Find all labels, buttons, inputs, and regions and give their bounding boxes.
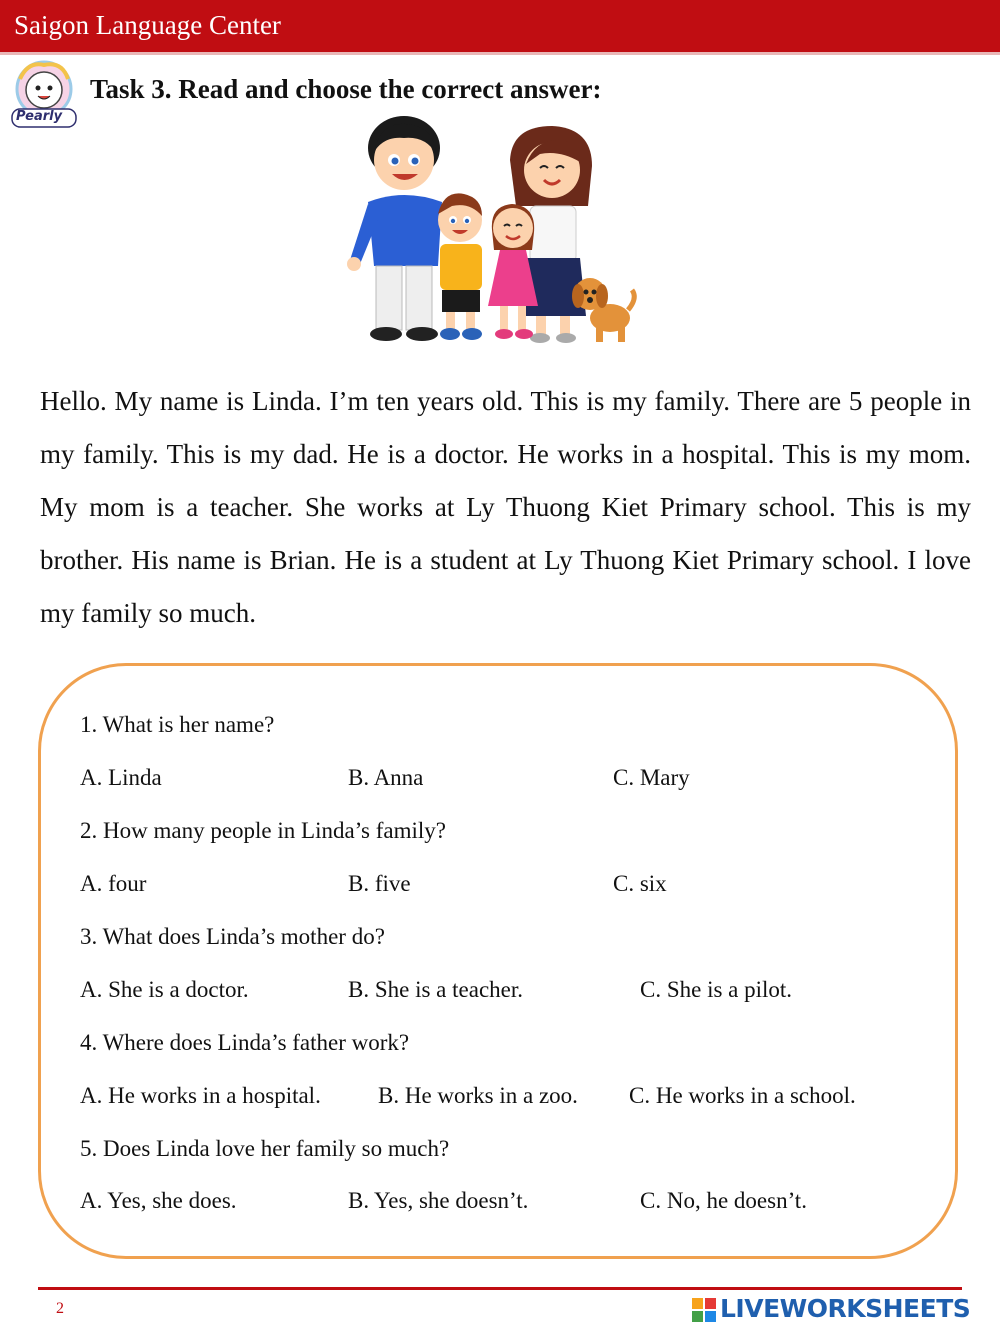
question-5: 5. Does Linda love her family so much? [80,1136,450,1161]
question-4-option-c[interactable]: C. He works in a school. [629,1083,856,1108]
footer-divider [38,1287,962,1290]
reading-passage: Hello. My name is Linda. I’m ten years old. This is my family. There are 5 people in my family. This is my dad. He is a doctor. He works in a hospital. This is my mom. My mom is a teacher. She works at Ly Thuong Kiet Primary school. This is my brother. His name is Brian. He is a student at Ly Thuong Kiet Primary school. I love my family so much. [40,386,971,628]
question-1-option-b[interactable]: B. Anna [348,765,424,790]
question-3: 3. What does Linda’s mother do? [80,924,385,949]
question-2: 2. How many people in Linda’s family? [80,818,447,843]
question-1: 1. What is her name? [80,712,275,737]
question-5-option-c[interactable]: C. No, he doesn’t. [640,1188,807,1213]
liveworksheets-icon [692,1298,716,1327]
family-illustration-icon [340,110,640,350]
question-3-option-c[interactable]: C. She is a pilot. [640,977,793,1002]
question-2-option-a[interactable]: A. four [80,871,147,896]
questions-box [38,663,958,1259]
pearly-mascot-icon [6,57,82,133]
header-title: Saigon Language Center [14,10,281,40]
question-5-option-b[interactable]: B. Yes, she doesn’t. [348,1188,529,1213]
question-4-option-a[interactable]: A. He works in a hospital. [80,1083,321,1108]
logo-text: Pearly [16,109,63,124]
page-number: 2 [56,1300,64,1317]
header-bar [0,0,1000,55]
question-1-option-c[interactable]: C. Mary [613,765,690,790]
question-5-option-a[interactable]: A. Yes, she does. [80,1188,237,1213]
brand-text: LIVEWORKSHEETS [720,1294,971,1323]
question-1-option-a[interactable]: A. Linda [80,765,162,790]
question-2-option-c[interactable]: C. six [613,871,667,896]
question-4: 4. Where does Linda’s father work? [80,1030,410,1055]
question-4-option-b[interactable]: B. He works in a zoo. [378,1083,578,1108]
question-3-option-b[interactable]: B. She is a teacher. [348,977,524,1002]
liveworksheets-logo[interactable] [692,1292,992,1328]
question-3-option-a[interactable]: A. She is a doctor. [80,977,249,1002]
question-2-option-b[interactable]: B. five [348,871,411,896]
task-title: Task 3. Read and choose the correct answer: [90,74,602,104]
